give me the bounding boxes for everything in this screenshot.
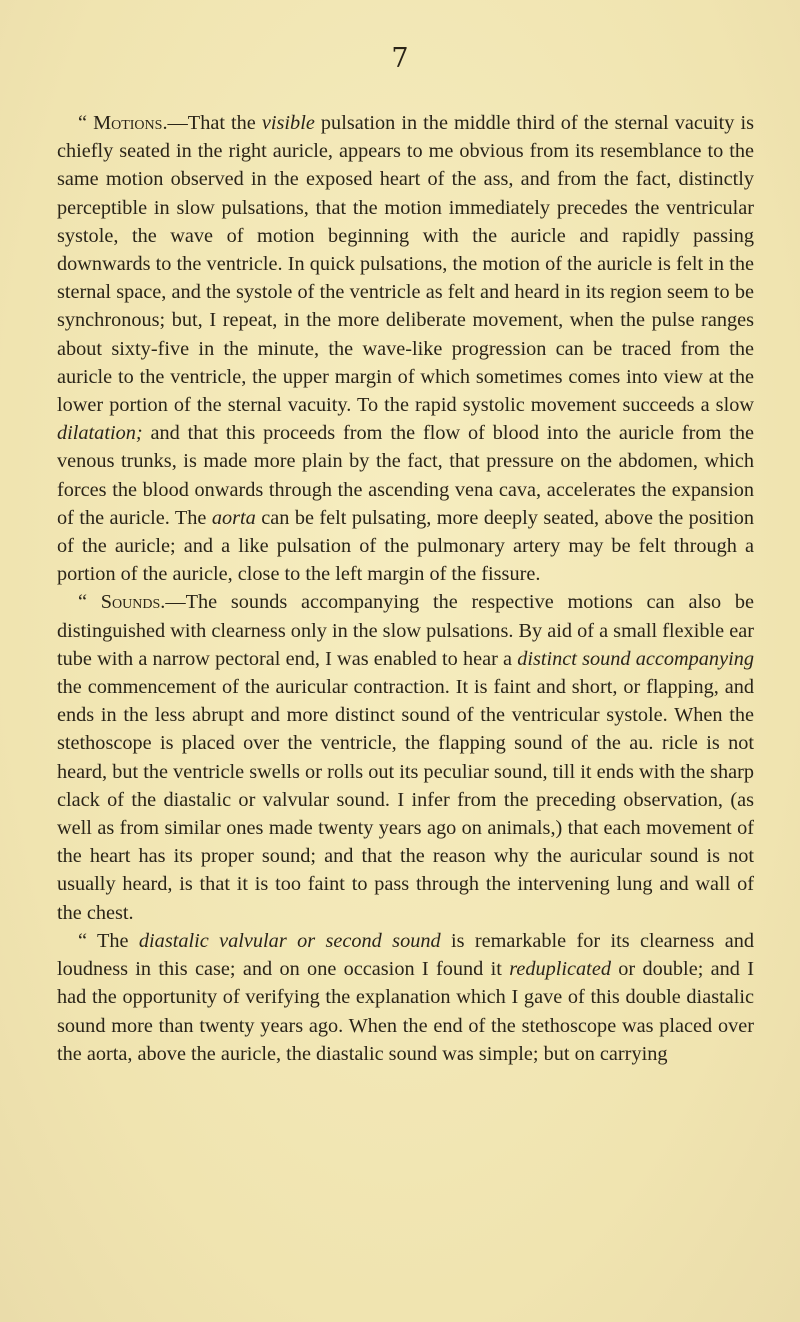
text-segment: Motions [93, 112, 163, 134]
text-segment: can be felt pulsating, more deeply seated, above the position of the auricle; and a like pulsation of the pulmonary artery may be felt through a portion of the auricle, close to the left margin of the fissure. [57, 506, 754, 586]
text-segment: diastalic valvular or second sound [138, 929, 441, 952]
paragraph-motions [57, 109, 754, 588]
paragraph-diastalic [57, 927, 754, 1068]
text-segment: is remarkable for its clearness and loudness in this case; and on one occasion I found it [57, 929, 755, 981]
text-segment: distinct sound accompanying [517, 647, 754, 670]
text-segment: and that this proceeds from the flow of blood into the auricle from the venous trunks, is made more plain by the fact, that pressure on the abdomen, which forces the blood onwards through the ascending vena cava, accelerates the expansion of the auricle. The [57, 422, 754, 529]
text-segment: “ [78, 591, 101, 614]
text-segment: the commencement of the auricular contraction. It is faint and short, or flapping, and ends in the less abrupt and more distinct sound of the ventricular systole. When the stethoscope is placed over the ventricle, the flapping sound of the au. ricle is not heard, but the ventricle swells or rolls out its peculiar sound, till it ends with the sharp clack of the diastalic or valvular sound. I infer from the preceding observation, (as well as from similar ones made twenty years ago on animals,) that each movement of the heart has its proper sound; and that the reason why the auricular sound is not usually heard, is that it is too faint to pass through the intervening lung and wall of the chest. [57, 676, 754, 924]
text-segment: reduplicated [509, 958, 611, 981]
page-number: 7 [391, 43, 409, 74]
text-segment: aorta [211, 506, 256, 529]
text-segment: .—That the [162, 112, 262, 134]
text-segment: visible [261, 112, 315, 134]
text-segment: Sounds [100, 591, 161, 614]
text-segment: or double; and I had the opportunity of verifying the explanation which I gave of this double diastalic sound more than twenty years ago. When the end of the stethoscope was placed over the aorta, above the auricle, the diastalic sound was simple; but on carrying [57, 958, 754, 1065]
paragraph-sounds [57, 588, 754, 926]
text-segment: .—The sounds accompanying the respective motions can also be distinguished with clearness only in the slow pulsations. By aid of a small flexible ear tube with a narrow pectoral end, I was enabled to hear a [57, 591, 754, 670]
text-segment: “ [78, 112, 94, 134]
text-segment: pulsation in the middle third of the sternal vacuity is chiefly seated in the right auricle, appears to me obvious from its resemblance to the same motion observed in the exposed heart of the ass, and from the fact, distinctly perceptible in slow pulsations, that the motion immediately precedes the ventricular systole, the wave of motion beginning with the auricle and rapidly passing downwards to the ventricle. In quick pulsations, the motion of the auricle is felt in the sternal space, and the systole of the ventricle as felt and heard in its region seem to be synchronous; but, I repeat, in the more deliberate movement, when the pulse ranges about sixty-five in the minute, the wave-like progression can be traced from the auricle to the ventricle, the upper margin of which sometimes comes into view at the lower portion of the sternal vacuity. To the rapid systolic movement succeeds a slow [57, 112, 754, 417]
body-text [57, 109, 754, 1068]
text-segment: “ The [78, 929, 139, 952]
text-segment: dilatation; [57, 422, 143, 445]
